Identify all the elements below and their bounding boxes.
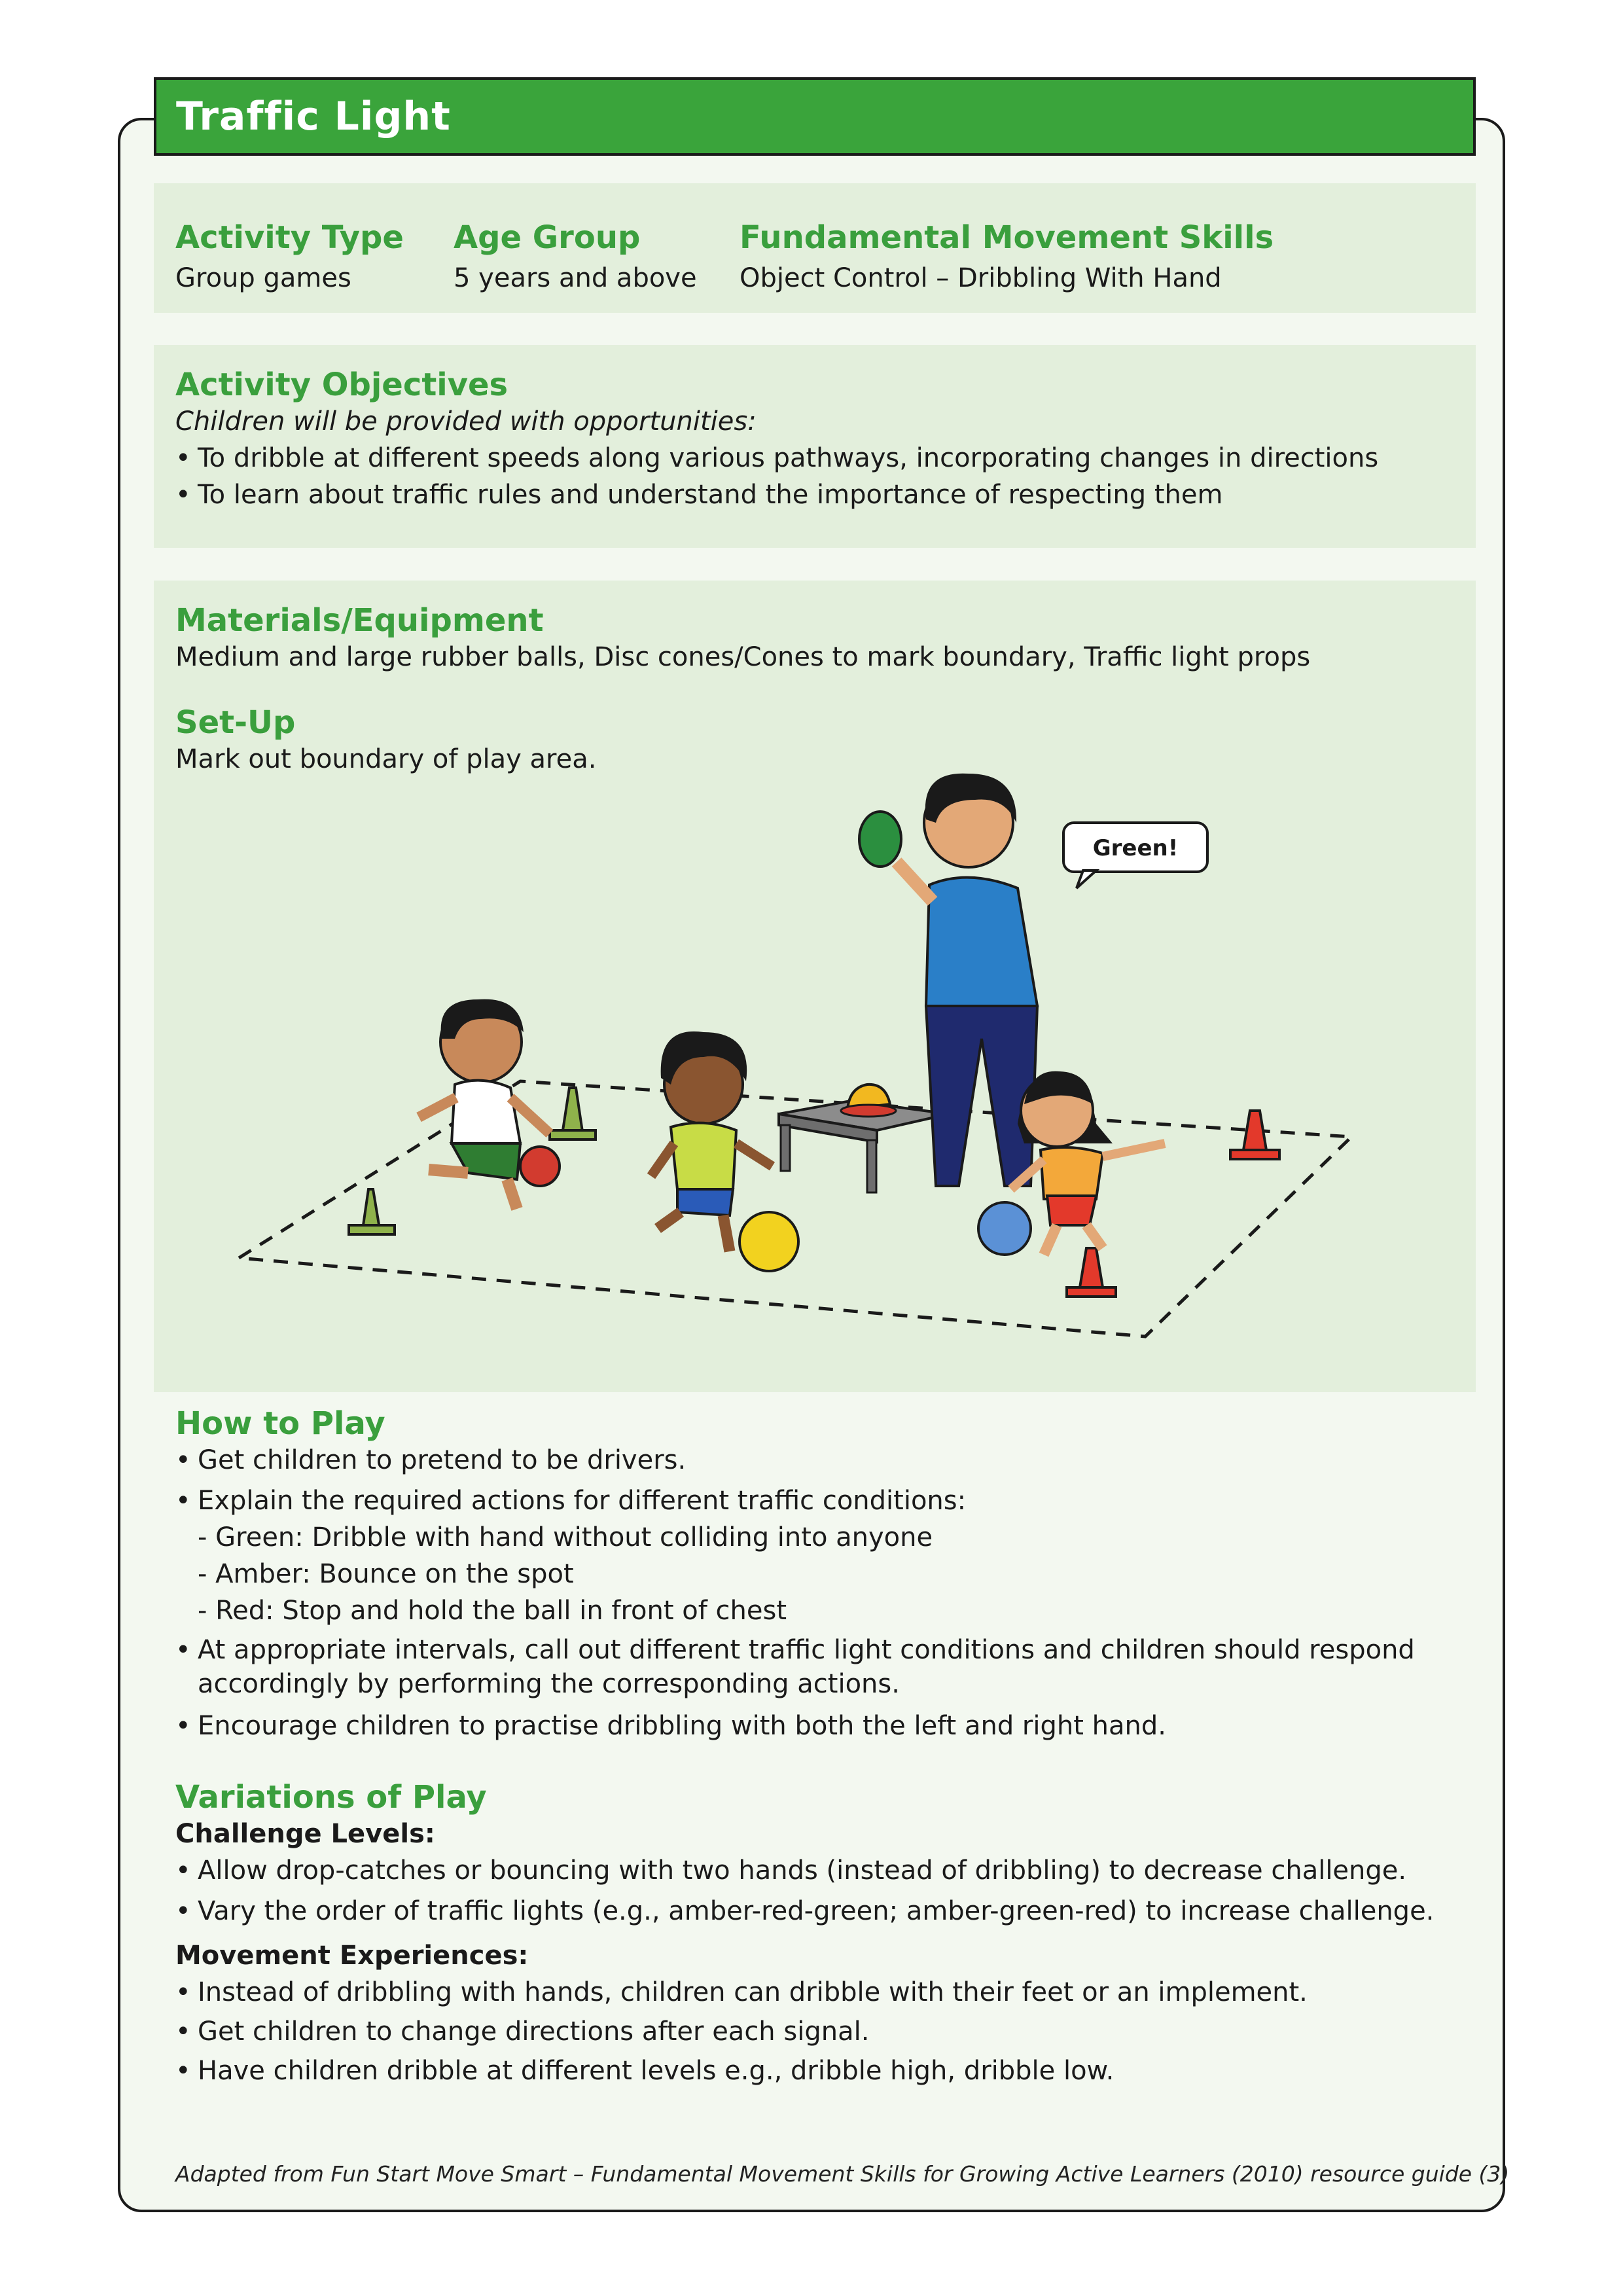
list-item: • To learn about traffic rules and understand the importance of respecting them	[175, 476, 1476, 513]
red-disc-cone	[841, 1105, 896, 1117]
how-to-play-list	[175, 1442, 1478, 1519]
list-item: • Explain the required actions for different traffic conditions:	[175, 1482, 1478, 1519]
cone-green-2	[550, 1088, 596, 1139]
child-yellow-shirt	[651, 1031, 798, 1271]
how-to-play-heading: How to Play	[175, 1405, 385, 1442]
title-bar	[154, 77, 1476, 156]
fms-heading: Fundamental Movement Skills	[740, 219, 1274, 256]
list-item: • Encourage children to practise dribbling with both the left and right hand.	[175, 1708, 1478, 1744]
materials-heading: Materials/Equipment	[175, 602, 544, 639]
activity-type-heading: Activity Type	[175, 219, 404, 256]
how-to-play-list-2	[175, 1633, 1478, 1744]
fms-value: Object Control – Dribbling With Hand	[740, 263, 1222, 293]
setup-illustration	[154, 581, 1476, 1392]
materials-panel	[154, 581, 1476, 1392]
variations-heading: Variations of Play	[175, 1779, 487, 1816]
cone-red-2	[1067, 1248, 1116, 1297]
source-citation: Adapted from Fun Start Move Smart – Fundamental Movement Skills for Growing Active Learners (2010) resource guide (3)	[175, 2161, 1510, 2187]
list-item: • Allow drop-catches or bouncing with two hands (instead of dribbling) to decrease challenge.	[175, 1852, 1478, 1889]
materials-text: Medium and large rubber balls, Disc cones/Cones to mark boundary, Traffic light props	[175, 642, 1311, 672]
list-item: • Instead of dribbling with hands, children can dribble with their feet or an implement.	[175, 1974, 1478, 2011]
sub-item: - Green: Dribble with hand without colliding into anyone	[198, 1522, 933, 1552]
age-group-heading: Age Group	[454, 219, 641, 256]
age-group	[454, 219, 697, 296]
objectives-panel	[154, 345, 1476, 548]
objectives-heading: Activity Objectives	[175, 367, 508, 403]
challenge-heading: Challenge Levels:	[175, 1819, 435, 1849]
table	[779, 1085, 949, 1193]
variations-of-play	[175, 1779, 1478, 2089]
list-item: • Get children to change directions after each signal.	[175, 2013, 1478, 2050]
sub-item: - Red: Stop and hold the ball in front of chest	[198, 1596, 787, 1626]
page-title: Traffic Light	[176, 94, 451, 139]
list-item: • Have children dribble at different levels e.g., dribble high, dribble low.	[175, 2053, 1478, 2089]
red-ball	[520, 1147, 560, 1186]
speech-text: Green!	[1092, 835, 1179, 861]
activity-type-value: Group games	[175, 263, 351, 293]
setup-text: Mark out boundary of play area.	[175, 744, 597, 774]
age-group-value: 5 years and above	[454, 263, 697, 293]
yellow-ball	[740, 1212, 798, 1271]
objectives-list	[175, 440, 1476, 513]
list-item: • To dribble at different speeds along various pathways, incorporating changes in directions	[175, 440, 1476, 476]
speech-bubble	[1063, 823, 1207, 888]
cone-red-1	[1230, 1111, 1279, 1159]
list-item: • Vary the order of traffic lights (e.g., amber-red-green; amber-green-red) to increase challenge.	[175, 1893, 1478, 1929]
sub-item: - Amber: Bounce on the spot	[198, 1559, 574, 1589]
list-item: • Get children to pretend to be drivers.	[175, 1442, 1478, 1479]
list-item-line: At appropriate intervals, call out different traffic light conditions and children should respond	[198, 1635, 1415, 1665]
movement-list	[175, 1974, 1478, 2089]
challenge-list	[175, 1852, 1478, 1929]
list-item-line: accordingly by performing the corresponding actions.	[198, 1669, 900, 1699]
fms	[740, 219, 1274, 296]
movement-heading: Movement Experiences:	[175, 1941, 529, 1971]
how-to-play	[175, 1405, 1478, 1744]
blue-ball	[978, 1202, 1031, 1255]
objectives-intro: Children will be provided with opportunities:	[175, 406, 757, 437]
cone-green-1	[349, 1189, 395, 1234]
setup-heading: Set-Up	[175, 704, 296, 741]
child-white-shirt	[419, 999, 560, 1209]
list-item	[175, 1633, 1478, 1701]
info-panel	[154, 183, 1476, 313]
activity-type	[175, 219, 404, 296]
green-traffic-light-prop	[859, 812, 901, 867]
